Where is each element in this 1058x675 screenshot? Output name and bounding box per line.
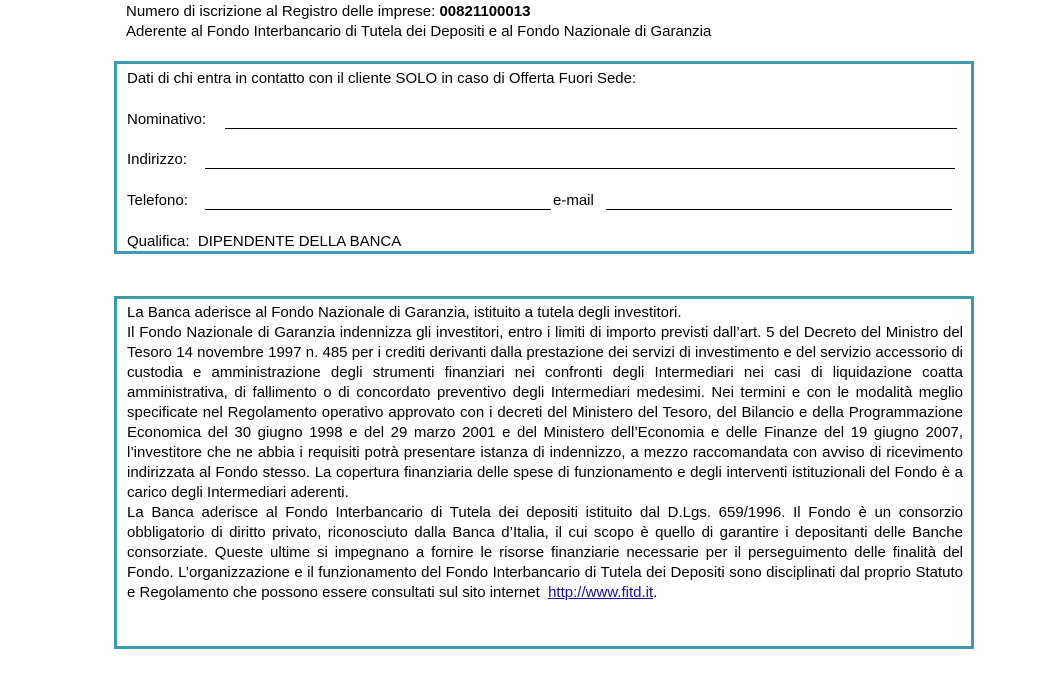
contact-intro: Dati di chi entra in contatto con il cliente SOLO in caso di Offerta Fuori Sede: [127, 70, 637, 87]
telefono-field[interactable] [205, 209, 551, 210]
link-suffix: . [653, 584, 658, 601]
qualifica-row [127, 233, 401, 251]
nominativo-field[interactable] [225, 128, 957, 129]
info-paragraph-3-text: La Banca aderisce al Fondo Interbancario di Tutela dei depositi istituito dal D.Lgs. 659/1996. Il Fondo è un consorzio obbligatorio di diritto privato, riconosciuto dalla Banca d’Italia, il cui scopo è quello di garantire i depositanti delle Banche consorziate. Queste ultime si impegnano a fornire le risorse finanziarie necessarie per il perseguimento delle finalità del Fondo. L’organizzazione e il funzionamento del Fondo Interbancario di Tutela dei Depositi sono disciplinati dal proprio Statuto e Regolamento che possono essere consultati sul sito internet [127, 504, 963, 601]
contact-details-box [114, 61, 974, 254]
registry-number: 00821100013 [439, 3, 531, 20]
guarantee-fund-info-box [114, 296, 974, 649]
document-header [126, 2, 711, 42]
email-label: e-mail [553, 192, 594, 209]
registry-line [126, 2, 711, 22]
qualifica-label: Qualifica: [127, 233, 190, 250]
fitd-website-link[interactable]: http://www.fitd.it [548, 584, 654, 601]
telefono-label: Telefono: [127, 192, 188, 209]
indirizzo-label: Indirizzo: [127, 151, 188, 168]
info-paragraph-2: Il Fondo Nazionale di Garanzia indennizza gli investitori, entro i limiti di importo previsti dall’art. 5 del Decreto del Ministro del Tesoro 14 novembre 1997 n. 485 per i crediti derivanti dalla prestazione dei servizi di investimento e del servizio accessorio di custodia e amministrazione degli strumenti finanziari nei confronti degli Intermediari nei casi di liquidazione coatta amministrativa, di fallimento o di concordato preventivo degli Intermediari medesimi. Nei termini e con le modalità meglio specificate nel Regolamento operativo approvato con i decreti del Ministero del Tesoro, del Bilancio e della Programmazione Economica del 30 giugno 1998 e del 29 marzo 2001 e del Ministero dell’Economia e delle Finanze del 19 giugno 2007, l’investitore che ne abbia i requisiti potrà presentare istanza di indennizzo, a mezzo raccomandata con avviso di ricevimento indirizzata al Fondo stesso. La copertura finanziaria delle spese di funzionamento e degli interventi istituzionali del Fondo è a carico degli Intermediari aderenti. [127, 324, 963, 501]
registry-label: Numero di iscrizione al Registro delle imprese: [126, 3, 436, 20]
info-paragraph-3 [127, 503, 963, 603]
membership-line: Aderente al Fondo Interbancario di Tutela dei Depositi e al Fondo Nazionale di Garanzia [126, 23, 712, 40]
qualifica-value: DIPENDENTE DELLA BANCA [197, 233, 402, 250]
info-text [127, 303, 963, 603]
indirizzo-field[interactable] [205, 168, 955, 169]
nominativo-label: Nominativo: [127, 111, 207, 128]
email-field[interactable] [606, 209, 952, 210]
info-paragraph-1: La Banca aderisce al Fondo Nazionale di Garanzia, istituito a tutela degli investitori. [127, 304, 682, 321]
